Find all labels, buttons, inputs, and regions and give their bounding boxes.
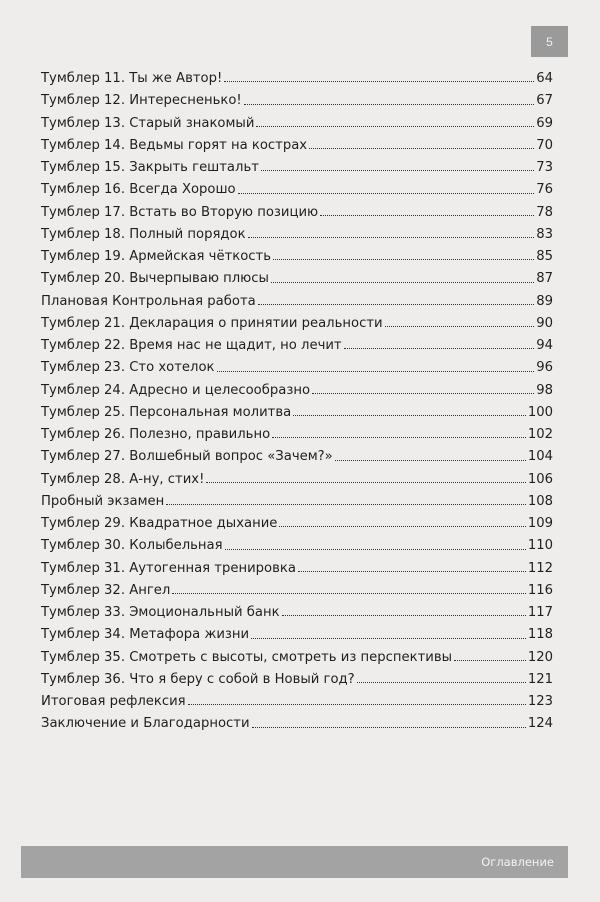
dot-leader — [271, 282, 534, 283]
dot-leader — [251, 638, 526, 639]
dot-leader — [206, 482, 525, 483]
toc-entry — [41, 554, 553, 576]
dot-leader — [293, 415, 526, 416]
footer-label: Оглавление — [481, 855, 554, 869]
toc-entry — [41, 643, 553, 665]
toc-entry — [41, 64, 553, 86]
table-of-contents — [41, 64, 553, 732]
toc-entry — [41, 353, 553, 375]
toc-entry — [41, 442, 553, 464]
dot-leader — [256, 126, 534, 127]
toc-entry-page: 124 — [527, 716, 553, 732]
toc-entry-page: 117 — [527, 605, 553, 621]
toc-entry — [41, 242, 553, 264]
dot-leader — [258, 304, 535, 305]
dot-leader — [312, 393, 534, 394]
dot-leader — [244, 104, 535, 105]
dot-leader — [224, 81, 534, 82]
toc-entry-title: Тумблер 25. Персональная молитва — [41, 404, 292, 420]
dot-leader — [217, 371, 535, 372]
toc-entry-page: 83 — [536, 226, 553, 242]
toc-entry — [41, 109, 553, 131]
toc-entry-page: 109 — [527, 516, 553, 532]
dot-leader — [320, 215, 534, 216]
toc-entry-page: 112 — [527, 560, 553, 576]
dot-leader — [335, 460, 526, 461]
toc-entry — [41, 420, 553, 442]
toc-entry-page: 121 — [527, 671, 553, 687]
toc-entry-page: 108 — [527, 493, 553, 509]
toc-entry-page: 102 — [527, 427, 553, 443]
toc-entry-title: Тумблер 23. Сто хотелок — [41, 360, 215, 376]
toc-entry — [41, 576, 553, 598]
toc-entry-page: 73 — [536, 160, 553, 176]
dot-leader — [298, 571, 526, 572]
toc-entry-page: 100 — [527, 404, 553, 420]
toc-entry — [41, 465, 553, 487]
toc-entry-title: Тумблер 35. Смотреть с высоты, смотреть из перспективы — [41, 649, 453, 665]
toc-entry-page: 96 — [536, 360, 553, 376]
toc-entry-title: Тумблер 18. Полный порядок — [41, 226, 246, 242]
toc-entry — [41, 531, 553, 553]
toc-entry-page: 110 — [527, 538, 553, 554]
toc-entry-title: Тумблер 17. Встать во Вторую позицию — [41, 204, 319, 220]
toc-entry-title: Тумблер 30. Колыбельная — [41, 538, 223, 554]
dot-leader — [279, 526, 525, 527]
toc-entry-title: Тумблер 31. Аутогенная тренировка — [41, 560, 296, 576]
toc-entry-title: Тумблер 28. А-ну, стих! — [41, 471, 205, 487]
toc-entry-title: Тумблер 16. Всегда Хорошо — [41, 182, 236, 198]
dot-leader — [282, 615, 526, 616]
toc-entry — [41, 287, 553, 309]
dot-leader — [252, 727, 526, 728]
dot-leader — [225, 549, 526, 550]
toc-entry-page: 87 — [536, 271, 553, 287]
dot-leader — [454, 660, 526, 661]
toc-entry-page: 70 — [536, 137, 553, 153]
dot-leader — [357, 682, 526, 683]
toc-entry-title: Тумблер 32. Ангел — [41, 582, 171, 598]
toc-entry — [41, 687, 553, 709]
toc-entry — [41, 376, 553, 398]
toc-entry — [41, 264, 553, 286]
toc-entry-page: 118 — [527, 627, 553, 643]
toc-entry-title: Тумблер 26. Полезно, правильно — [41, 427, 271, 443]
toc-entry — [41, 175, 553, 197]
toc-entry-page: 90 — [536, 315, 553, 331]
toc-entry-page: 116 — [527, 582, 553, 598]
dot-leader — [238, 193, 535, 194]
toc-entry-title: Тумблер 33. Эмоциональный банк — [41, 605, 280, 621]
dot-leader — [188, 704, 526, 705]
toc-entry-title: Тумблер 36. Что я беру с собой в Новый год? — [41, 671, 355, 687]
toc-entry — [41, 709, 553, 731]
toc-entry — [41, 220, 553, 242]
toc-entry-title: Итоговая рефлексия — [41, 694, 186, 710]
toc-entry-page: 64 — [536, 71, 553, 87]
dot-leader — [172, 593, 526, 594]
dot-leader — [272, 437, 526, 438]
footer-bar — [21, 846, 568, 878]
toc-entry-page: 94 — [536, 338, 553, 354]
toc-entry-page: 98 — [536, 382, 553, 398]
toc-entry-title: Тумблер 12. Интересненько! — [41, 93, 242, 109]
toc-entry-page: 106 — [527, 471, 553, 487]
toc-entry — [41, 598, 553, 620]
toc-entry — [41, 665, 553, 687]
toc-entry-title: Тумблер 27. Волшебный вопрос «Зачем?» — [41, 449, 333, 465]
toc-entry — [41, 620, 553, 642]
dot-leader — [273, 259, 534, 260]
toc-entry-page: 104 — [527, 449, 553, 465]
toc-entry-title: Тумблер 11. Ты же Автор! — [41, 71, 223, 87]
dot-leader — [261, 170, 534, 171]
toc-entry — [41, 309, 553, 331]
toc-entry-page: 69 — [536, 115, 553, 131]
toc-entry-page: 85 — [536, 249, 553, 265]
toc-entry — [41, 331, 553, 353]
dot-leader — [385, 326, 535, 327]
toc-entry — [41, 198, 553, 220]
toc-entry — [41, 487, 553, 509]
toc-entry-title: Тумблер 34. Метафора жизни — [41, 627, 250, 643]
toc-entry-title: Тумблер 22. Время нас не щадит, но лечит — [41, 338, 342, 354]
toc-entry-page: 89 — [536, 293, 553, 309]
toc-entry-page: 123 — [527, 694, 553, 710]
toc-entry — [41, 398, 553, 420]
toc-entry-page: 76 — [536, 182, 553, 198]
toc-entry-title: Тумблер 14. Ведьмы горят на кострах — [41, 137, 308, 153]
toc-entry — [41, 86, 553, 108]
toc-entry-title: Заключение и Благодарности — [41, 716, 250, 732]
toc-entry-title: Тумблер 21. Декларация о принятии реальности — [41, 315, 383, 331]
toc-entry-title: Плановая Контрольная работа — [41, 293, 256, 309]
toc-entry-page: 78 — [536, 204, 553, 220]
toc-entry-page: 120 — [527, 649, 553, 665]
dot-leader — [248, 237, 535, 238]
toc-entry-title: Тумблер 13. Старый знакомый — [41, 115, 255, 131]
toc-entry-title: Тумблер 20. Вычерпываю плюсы — [41, 271, 269, 287]
toc-entry-page: 67 — [536, 93, 553, 109]
toc-entry-title: Тумблер 24. Адресно и целесообразно — [41, 382, 311, 398]
dot-leader — [309, 148, 534, 149]
toc-entry-title: Тумблер 15. Закрыть гештальт — [41, 160, 259, 176]
toc-entry-title: Тумблер 29. Квадратное дыхание — [41, 516, 278, 532]
toc-entry — [41, 509, 553, 531]
dot-leader — [166, 504, 526, 505]
toc-entry-title: Пробный экзамен — [41, 493, 165, 509]
dot-leader — [344, 348, 535, 349]
toc-entry-title: Тумблер 19. Армейская чёткость — [41, 249, 271, 265]
page-number: 5 — [531, 26, 568, 57]
toc-entry — [41, 131, 553, 153]
toc-entry — [41, 153, 553, 175]
